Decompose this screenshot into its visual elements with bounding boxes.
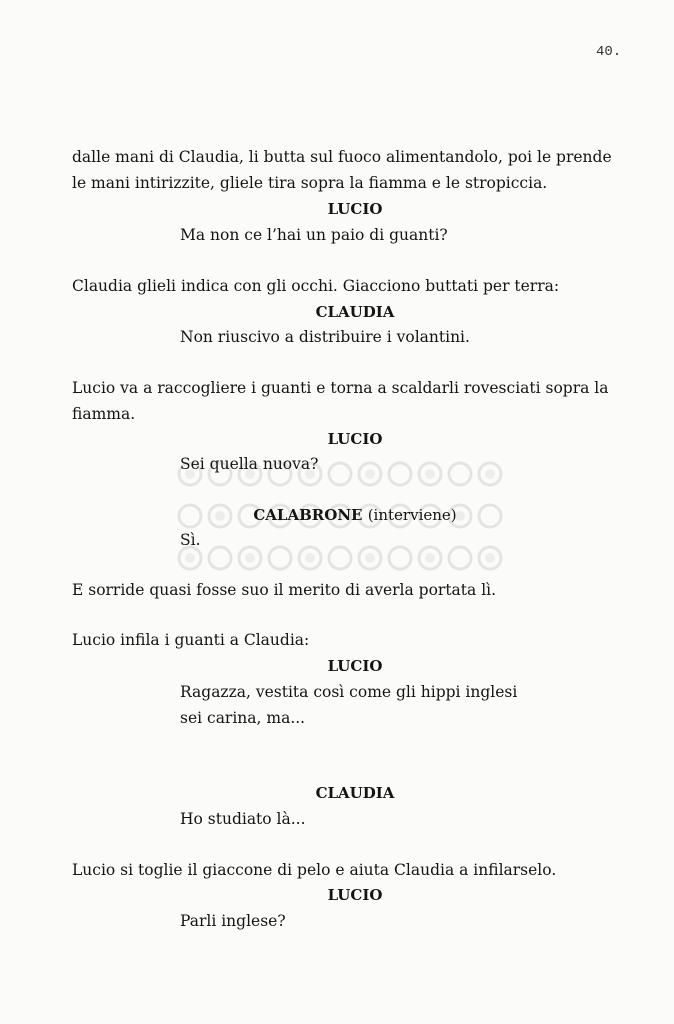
- character-name: LUCIO: [327, 430, 383, 448]
- action-line: Claudia glieli indica con gli occhi. Giacciono buttati per terra:: [72, 277, 560, 295]
- character-name: [0, 505, 674, 525]
- dialogue-line: Ma non ce l’hai un paio di guanti?: [180, 226, 448, 244]
- dialogue-line: Non riuscivo a distribuire i volantini.: [180, 328, 470, 346]
- dialogue-line: Sì.: [180, 531, 201, 549]
- action-line: E sorride quasi fosse suo il merito di averla portata lì.: [72, 581, 497, 599]
- character-name-text: CALABRONE: [253, 506, 363, 524]
- action-line: Lucio infila i guanti a Claudia:: [72, 631, 310, 649]
- page-number: 40.: [596, 44, 622, 60]
- action-line: Lucio va a raccogliere i guanti e torna a scaldarli rovesciati sopra la: [72, 379, 609, 397]
- action-line: dalle mani di Claudia, li butta sul fuoco alimentandolo, poi le prende: [72, 148, 612, 166]
- dialogue-line: sei carina, ma...: [180, 709, 306, 727]
- dialogue-line: Ho studiato là...: [180, 810, 306, 828]
- action-line: le mani intirizzite, gliele tira sopra la fiamma e le stropiccia.: [72, 174, 548, 192]
- parenthetical: (interviene): [367, 506, 457, 524]
- dialogue-line: Ragazza, vestita così come gli hippi inglesi: [180, 683, 518, 701]
- character-name: CLAUDIA: [315, 303, 395, 321]
- character-name: LUCIO: [327, 657, 383, 675]
- character-name: LUCIO: [327, 200, 383, 218]
- dialogue-line: Sei quella nuova?: [180, 455, 319, 473]
- character-name: LUCIO: [327, 886, 383, 904]
- action-line: Lucio si toglie il giaccone di pelo e aiuta Claudia a infilarselo.: [72, 861, 557, 879]
- character-name: CLAUDIA: [315, 784, 395, 802]
- dialogue-line: Parli inglese?: [180, 912, 286, 930]
- action-line: fiamma.: [72, 405, 136, 423]
